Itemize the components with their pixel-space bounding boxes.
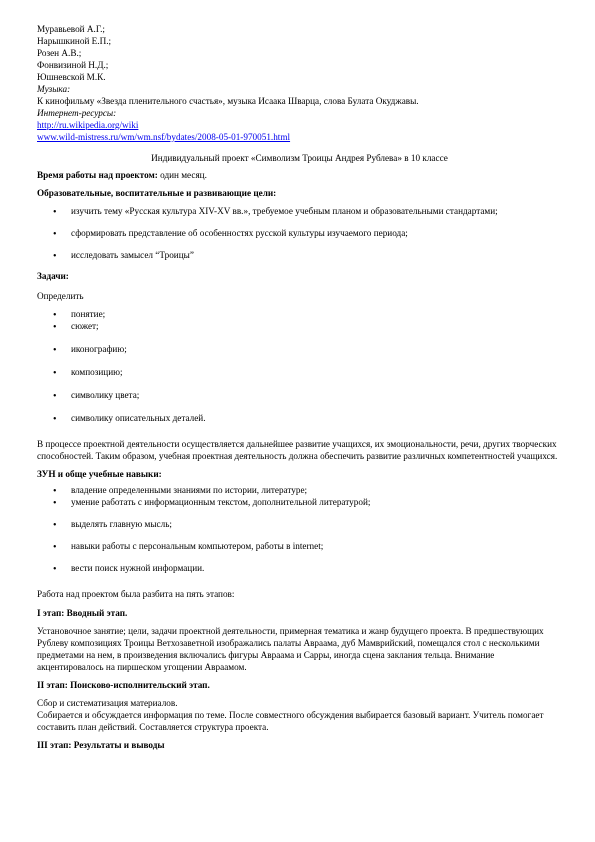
stage-3-heading: III этап: Результаты и выводы: [37, 740, 165, 751]
list-item: • выделять главную мысль;: [37, 519, 562, 531]
music-text: К кинофильму «Звезда пленительного счастья», музыка Исаака Шварца, слова Булата Окуджавы.: [37, 95, 419, 106]
author-name: Нарышкиной Е.П.;: [37, 35, 112, 46]
tasks-heading: Задачи:: [37, 271, 69, 282]
goals-heading: Образовательные, воспитательные и развивающие цели:: [37, 188, 277, 199]
author-list: [37, 24, 562, 84]
document-page: [37, 24, 562, 752]
stage-1-heading: I этап: Вводный этап.: [37, 608, 128, 619]
list-item: • изучить тему «Русская культура XIV-XV вв.», требуемое учебным планом и образовательными стандартами;: [37, 206, 562, 218]
list-item: • умение работать с информационным текстом, дополнительной литературой;: [37, 497, 562, 509]
list-item: • вести поиск нужной информации.: [37, 563, 562, 575]
list-item: • сформировать представление об особенностях русской культуры изучаемого периода;: [37, 228, 562, 240]
stage-2-heading: II этап: Поисково-исполнительский этап.: [37, 680, 210, 691]
list-item: • сюжет;: [37, 321, 562, 333]
list-item: • символику цвета;: [37, 390, 562, 402]
stage-1-text: Установочное занятие; цели, задачи проектной деятельности, примерная тематика и жанр будущего проекта. В предшествующих Рублеву композициях Троицы Ветхозаветной изображались палаты Авраама, дуб Мамврийский, помещался стол с несколькими предметами на нем, в произведения включались фигуры Авраама и Сарры, иногда сцена заклания тельца. Внимание акцентировалось на пиршеском угощении Авраамом.: [37, 626, 544, 673]
project-title: Индивидуальный проект «Символизм Троицы Андрея Рублева» в 10 классе: [151, 152, 448, 163]
internet-resources-label: Интернет-ресурсы:: [37, 107, 117, 118]
stages-intro: Работа над проектом была разбита на пять этапов:: [37, 588, 235, 599]
wild-mistress-link[interactable]: www.wild-mistress.ru/wm/wm.nsf/bydates/2008-05-01-970051.html: [37, 131, 291, 142]
music-label: Музыка:: [37, 83, 71, 94]
list-item: • исследовать замысел “Троицы”: [37, 250, 562, 262]
author-name: Юшневской М.К.: [37, 71, 106, 82]
work-time: [37, 170, 562, 182]
stage-2-text: Собирается и обсуждается информация по теме. После совместного обсуждения выбирается базовый вариант. Учитель помогает составить план действий. Составляется структура проекта.: [37, 710, 544, 733]
skills-list: [37, 485, 562, 575]
tasks-list: [37, 309, 562, 425]
list-item: • владение определенными знаниями по истории, литературе;: [37, 485, 562, 497]
author-name: Фонвизиной Н.Д.;: [37, 59, 109, 70]
list-item: • символику описательных деталей.: [37, 413, 562, 425]
stage-2-line: Сбор и систематизация материалов.: [37, 698, 178, 709]
work-time-value: один месяц.: [157, 170, 207, 181]
list-item: • навыки работы с персональным компьютером, работы в internet;: [37, 541, 562, 553]
work-time-label: Время работы над проектом:: [37, 170, 158, 181]
list-item: • иконографию;: [37, 344, 562, 356]
process-paragraph: В процессе проектной деятельности осуществляется дальнейшее развитие учащихся, их эмоциональности, речи, других творческих способностей. Таким образом, учебная проектная деятельность должна обеспечить развитие различных компетентностей учащихся.: [37, 438, 558, 461]
tasks-intro: Определить: [37, 291, 84, 302]
skills-heading: ЗУН и обще учебные навыки:: [37, 468, 162, 479]
list-item: • понятие;: [37, 309, 562, 321]
author-name: Розен А.В.;: [37, 47, 82, 58]
list-item: • композицию;: [37, 367, 562, 379]
author-name: Муравьевой А.Г.;: [37, 24, 105, 34]
wikipedia-link[interactable]: http://ru.wikipedia.org/wiki: [37, 119, 139, 130]
goals-list: [37, 206, 562, 262]
